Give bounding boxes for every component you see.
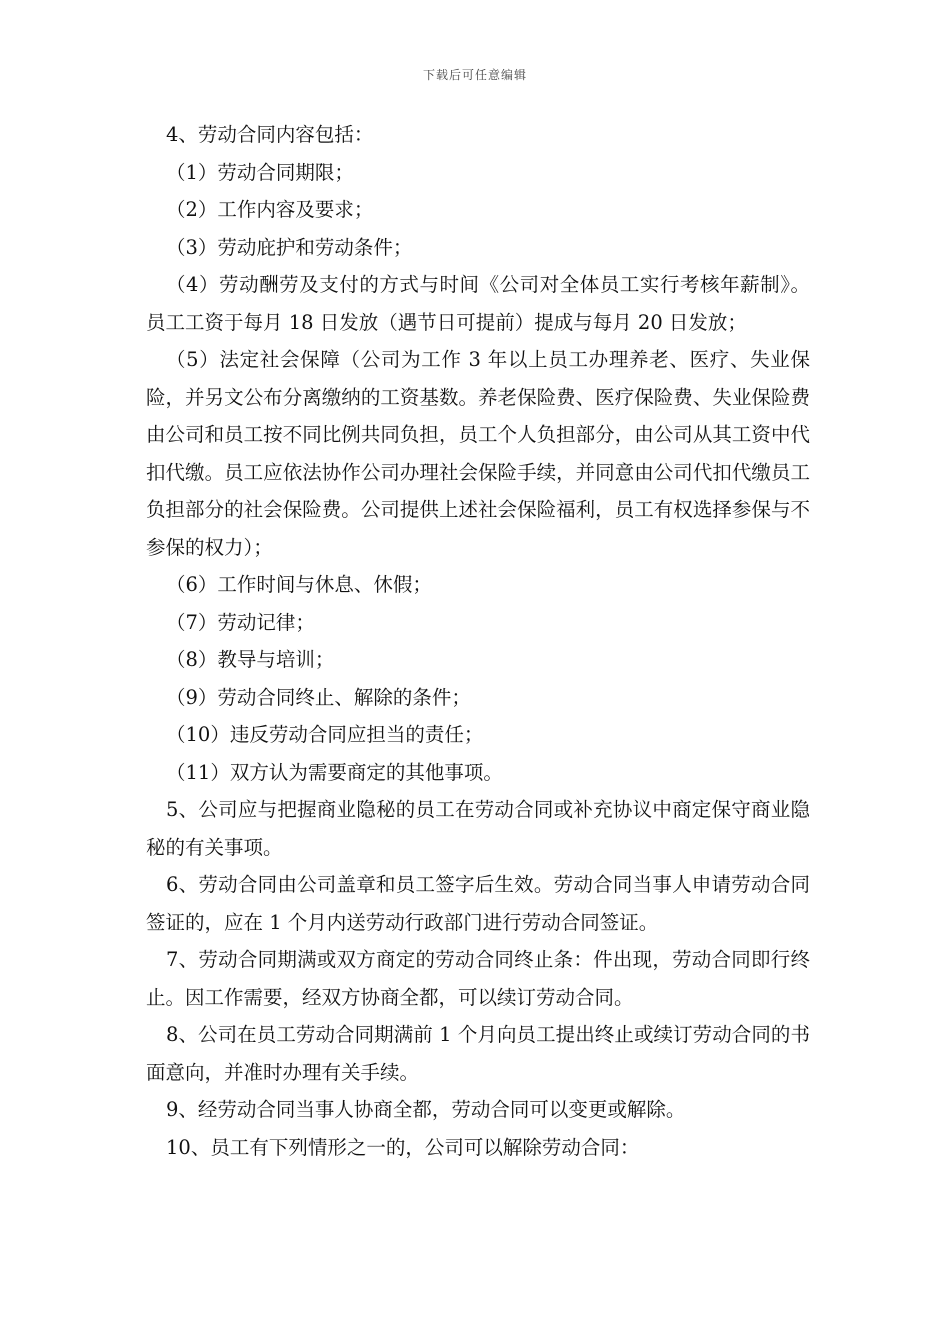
list-item-5: （5）法定社会保障（公司为工作 3 年以上员工办理养老、医疗、失业保险，并另文公布分离缴纳的工资基数。养老保险费、医疗保险费、失业保险费由公司和员工按不同比例共同负担，员工个人负担部分，由公司从其工资中代扣代缴。员工应依法协作公司办理社会保险手续，并同意由公司代扣代缴员工负担部分的社会保险费。公司提供上述社会保险福利，员工有权选择参保与不参保的权力）； [146,348,810,559]
list-item-7: （7）劳动记律； [166,610,315,634]
paragraph-8: 8、公司在员工劳动合同期满前 1 个月向员工提出终止或续订劳动合同的书面意向，并准时办理有关手续。 [146,1023,810,1084]
list-item-10: （10）违反劳动合同应担当的责任； [166,723,484,746]
list-item-11: （11）双方认为需要商定的其他事项。 [166,760,503,784]
paragraph-9: 9、经劳动合同当事人协商全都，劳动合同可以变更或解除。 [166,1098,686,1121]
list-item-8: （8）教导与培训； [166,648,335,671]
paragraph-5: 5、公司应与把握商业隐秘的员工在劳动合同或补充协议中商定保守商业隐秘的有关事项。 [146,798,810,859]
paragraph-4-contract-contents: 4、劳动合同内容包括： [166,123,374,146]
list-item-1: （1）劳动合同期限； [166,160,354,184]
list-item-2: （2）工作内容及要求； [166,198,374,221]
paragraph-6: 6、劳动合同由公司盖章和员工签字后生效。劳动合同当事人申请劳动合同签证的，应在 1 个月内送劳动行政部门进行劳动合同签证。 [146,873,810,934]
paragraph-7: 7、劳动合同期满或双方商定的劳动合同终止条：件出现，劳动合同即行终止。因工作需要，经双方协商全都，可以续订劳动合同。 [146,948,810,1009]
page-header: 下载后可任意编辑 [422,68,527,82]
list-item-4: （4）劳动酬劳及支付的方式与时间《公司对全体员工实行考核年薪制》。员工工资于每月 18 日发放（遇节日可提前）提成与每月 20 日发放； [146,273,810,334]
document-body [146,116,810,1166]
list-item-3: （3）劳动庇护和劳动条件； [166,235,413,259]
list-item-6: （6）工作时间与休息、休假； [166,573,432,596]
paragraph-10: 10、员工有下列情形之一的，公司可以解除劳动合同： [166,1135,640,1159]
list-item-9: （9）劳动合同终止、解除的条件； [166,685,471,709]
